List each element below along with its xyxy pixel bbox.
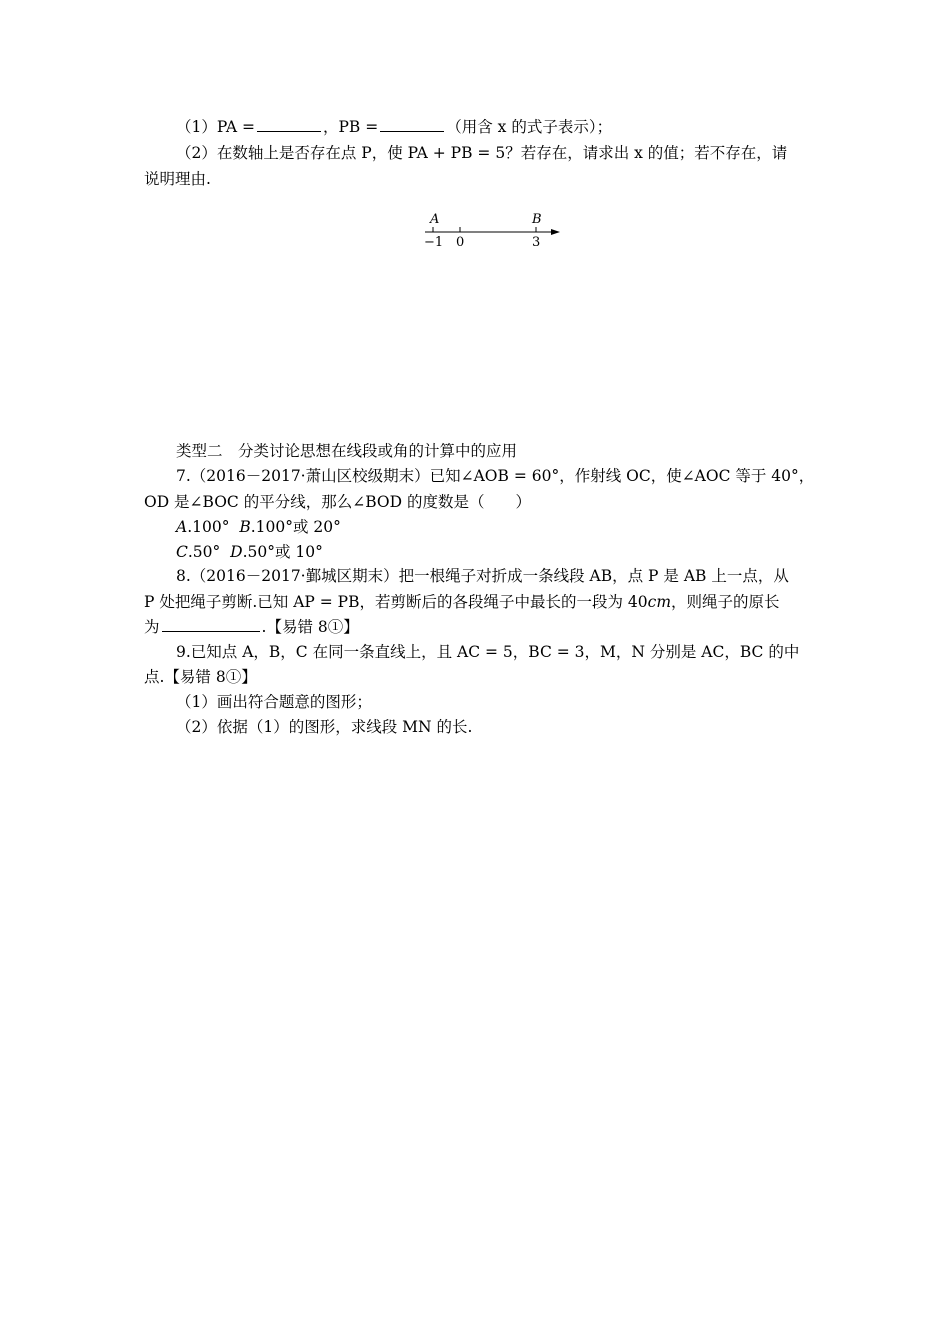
option-c-text[interactable]: .50° xyxy=(187,543,221,561)
problem-8-line-3-post: .【易错 8①】 xyxy=(261,618,359,636)
problem-8-line-2 xyxy=(144,590,824,614)
option-a-letter[interactable]: A xyxy=(176,518,188,536)
q1-pre-text: （1）PA = xyxy=(176,118,255,136)
problem-6-part-2-line-2: 说明理由. xyxy=(144,170,211,188)
problem-6-part-2-line-1: （2）在数轴上是否存在点 P，使 PA + PB = 5？若存在，请求出 x 的值；若不存在，请 xyxy=(176,144,788,162)
answer-blank-pb[interactable] xyxy=(380,116,444,132)
problem-9-line-2: 点.【易错 8①】 xyxy=(144,668,257,686)
problem-7-options-ab xyxy=(176,515,826,539)
q1-mid-text: ，PB = xyxy=(322,118,379,136)
problem-9-part-2: （2）依据（1）的图形，求线段 MN 的长. xyxy=(176,718,473,736)
option-b-text[interactable]: .100°或 20° xyxy=(250,518,341,536)
problem-9-line-1: 9.已知点 A，B，C 在同一条直线上，且 AC = 5，BC = 3，M，N 分别是 AC，BC 的中 xyxy=(176,643,800,661)
problem-9-part-1: （1）画出符合题意的图形； xyxy=(176,693,372,711)
tick-label-0: 0 xyxy=(456,235,465,250)
section-title: 类型二 分类讨论思想在线段或角的计算中的应用 xyxy=(176,442,518,460)
axis-arrow-icon xyxy=(551,229,560,235)
problem-7-line-1: 7.（2016－2017·萧山区校级期末）已知∠AOB = 60°，作射线 OC，使∠AOC 等于 40°， xyxy=(176,467,815,485)
point-label-b: B xyxy=(532,212,542,227)
option-b-letter[interactable]: B xyxy=(239,518,251,536)
problem-8-line-3-pre: 为 xyxy=(144,618,160,636)
problem-8-line-2-pre: P 处把绳子剪断.已知 AP = PB，若剪断后的各段绳子中最长的一段为 40 xyxy=(144,593,648,611)
tick-label-neg1: −1 xyxy=(424,235,444,250)
problem-7-line-2: OD 是∠BOC 的平分线，那么∠BOD 的度数是（ ） xyxy=(144,493,531,511)
point-label-a: A xyxy=(430,212,440,227)
answer-blank-pa[interactable] xyxy=(257,116,321,132)
problem-6-part-1 xyxy=(176,115,826,139)
problem-7-options-cd xyxy=(176,540,826,564)
option-c-letter[interactable]: C xyxy=(176,543,188,561)
q1-post-text: （用含 x 的式子表示）； xyxy=(446,118,613,136)
problem-8-line-1: 8.（2016－2017·鄞城区期末）把一根绳子对折成一条线段 AB，点 P 是 AB 上一点，从 xyxy=(176,567,789,585)
unit-cm: cm xyxy=(647,593,672,611)
problem-8-line-2-post: ，则绳子的原长 xyxy=(671,593,780,611)
problem-8-line-3 xyxy=(144,615,824,639)
number-line-figure xyxy=(420,208,570,252)
answer-blank-rope-length[interactable] xyxy=(162,616,260,632)
tick-label-3: 3 xyxy=(532,235,541,250)
option-d-text[interactable]: .50°或 10° xyxy=(242,543,323,561)
option-a-text[interactable]: .100° xyxy=(187,518,230,536)
option-d-letter[interactable]: D xyxy=(230,543,243,561)
